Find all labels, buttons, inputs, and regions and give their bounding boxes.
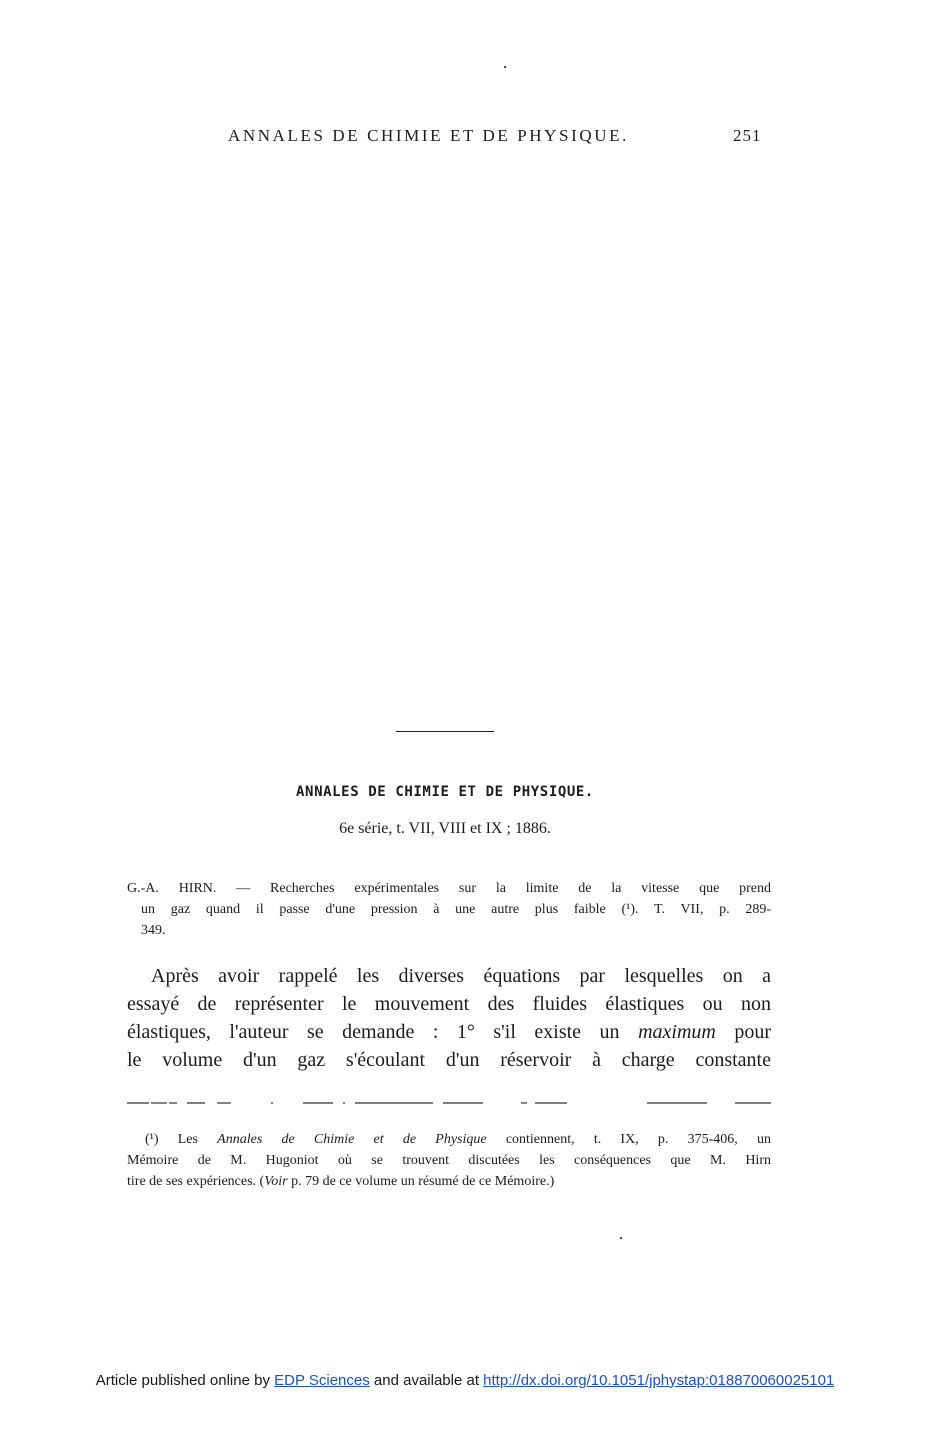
- speck-mark: [504, 66, 506, 68]
- body-line-2: essayé de représenter le mouvement des fluides élastiques ou non: [127, 993, 771, 1015]
- publication-footer: Article published online by EDP Sciences and available at http://dx.doi.org/10.1051/jphystap:018870060025101: [95, 1372, 835, 1389]
- footnote-line-3: tire de ses expériences. (Voir p. 79 de ce volume un résumé de ce Mémoire.): [127, 1174, 555, 1189]
- footnote-line-1: (¹) Les Annales de Chimie et de Physique contiennent, t. IX, p. 375-406, un: [145, 1132, 771, 1147]
- body-line-4: le volume d'un gaz s'écoulant d'un réservoir à charge constante: [127, 1049, 771, 1071]
- body-line-1: Après avoir rappelé les diverses équations par lesquelles on a: [151, 965, 771, 987]
- footnote-rule: [127, 1102, 771, 1104]
- edp-sciences-link[interactable]: EDP Sciences: [274, 1372, 370, 1389]
- series-info: 6e série, t. VII, VIII et IX ; 1886.: [339, 820, 551, 837]
- journal-heading: ANNALES DE CHIMIE ET DE PHYSIQUE.: [296, 784, 594, 800]
- abstract-line-3: 349.: [141, 923, 166, 938]
- running-title: ANNALES DE CHIMIE ET DE PHYSIQUE.: [228, 126, 629, 145]
- speck-mark: [620, 1237, 622, 1239]
- doi-link[interactable]: http://dx.doi.org/10.1051/jphystap:018870060025101: [483, 1372, 835, 1389]
- author-name: G.-A. HIRN.: [127, 881, 217, 896]
- footnote-marker: (¹): [145, 1132, 159, 1147]
- page-number: 251: [733, 126, 762, 145]
- abstract-line-1: G.-A. HIRN. — Recherches expérimentales sur la limite de la vitesse que prend: [127, 881, 771, 896]
- body-paragraph: [127, 962, 771, 1074]
- body-line-3: élastiques, l'auteur se demande : 1° s'il existe un maximum pour: [127, 1021, 771, 1043]
- footnote-line-2: Mémoire de M. Hugoniot où se trouvent discutées les conséquences que M. Hirn: [127, 1153, 771, 1168]
- footnote: [127, 1129, 771, 1192]
- section-rule: [396, 731, 494, 732]
- abstract-line-2: un gaz quand il passe d'une pression à une autre plus faible (¹). T. VII, p. 289-: [141, 902, 771, 917]
- abstract-entry: [127, 878, 771, 941]
